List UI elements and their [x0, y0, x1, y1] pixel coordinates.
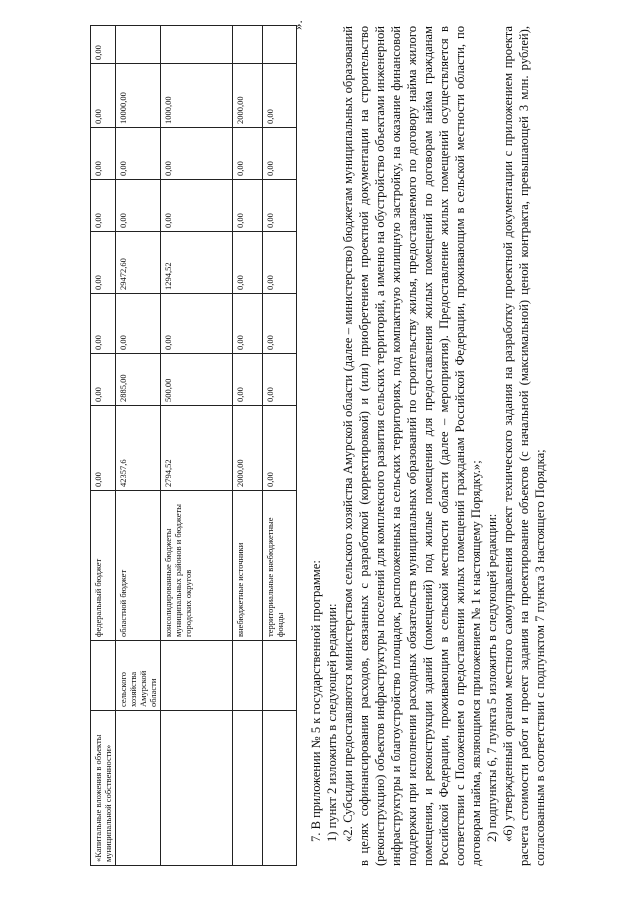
table-cell-value: 0,00	[116, 180, 161, 232]
table-cell-executor	[233, 641, 263, 711]
table-cell-value: 0,00	[91, 232, 116, 294]
table-cell-value	[161, 26, 233, 64]
table-cell-value: 0,00	[91, 406, 116, 491]
table-cell-value: 0,00	[91, 354, 116, 406]
table-cell-source: внебюджетные источники	[233, 491, 263, 641]
table-cell-program	[263, 711, 297, 866]
table-cell-executor	[161, 641, 233, 711]
table-cell-value: 0,00	[116, 294, 161, 354]
table-row	[116, 26, 161, 866]
closing-quote: ».	[290, 20, 305, 30]
table-cell-value	[233, 26, 263, 64]
table-cell-value: 1000,00	[161, 64, 233, 128]
table-cell-value: 2000,00	[233, 64, 263, 128]
table-cell-source: территориальные внебюджетные фонды	[263, 491, 297, 641]
table-cell-value	[263, 26, 297, 64]
table-cell-program	[233, 711, 263, 866]
table-cell-value: 0,00	[91, 128, 116, 180]
table-cell-value: 0,00	[91, 180, 116, 232]
paragraph-item: 2) подпункты 6, 7 пункта 5 изложить в следующей редакции:	[485, 513, 499, 842]
table-cell-value: 0,00	[233, 294, 263, 354]
table-cell-value: 0,00	[91, 294, 116, 354]
paragraph-subclause-6: «6) утвержденный органом местного самоуправления проект технического задания на разработку проектной документации с приложением проекта расчета стоимости работ и проект задания на проектирование объектов (с начальной (максимальной) ценой контракта, превышающей 3 млн. рублей), согласованным в соответствии с подпунктом 7 пункта 3 настоящего Порядка;	[501, 26, 547, 866]
table-cell-source: областной бюджет	[116, 491, 161, 641]
table-cell-value: 0,00	[263, 294, 297, 354]
table-cell-executor	[91, 641, 116, 711]
table-row	[91, 26, 116, 866]
table-cell-value: 0,00	[91, 26, 116, 64]
table-cell-value: 0,00	[161, 180, 233, 232]
table-cell-executor: сельского хозяйства Амурской области	[116, 641, 161, 711]
table-cell-value: 10000,00	[116, 64, 161, 128]
paragraph-clause-2: «2. Субсидии предоставляются министерством сельского хозяйства Амурской области (далее – министерство) бюджетам муниципальных образований в целях софинансирования расходов, связанных с разработкой (корректировкой) и (или) приобретением проектной документации на строительство (реконструкцию) объектов инфраструктуры поселений для комплексного развития сельских территорий, а именно на обустройство объектами инженерной инфраструктуры и благоустройство площадок, расположенных на сельских территориях, под компактную жилищную застройку, на оказание финансовой поддержки при исполнении расходных обязательств муниципальных образований по строительству жилья, предоставляемого по договору найма жилого помещения, и реконструкции зданий (помещений) под жилые помещения для предоставления жилых помещений по договорам найма гражданам Российской Федерации, проживающим в сельской местности области (далее – мероприятия). Предоставление жилых помещений осуществляется в соответствии с Положением о предоставлении жилых помещений гражданам Российской Федерации, проживающим в сельской местности области, по договорам найма, являющимся приложением № 1 к настоящему Порядку.»;	[341, 26, 483, 866]
table-row	[233, 26, 263, 866]
table-cell-value: 500,00	[161, 354, 233, 406]
table-cell-source: федеральный бюджет	[91, 491, 116, 641]
table-cell-value: 0,00	[161, 128, 233, 180]
table-cell-value: 1294,52	[161, 232, 233, 294]
table-cell-value: 2885,00	[116, 354, 161, 406]
table-row	[161, 26, 233, 866]
table-cell-value: 0,00	[233, 128, 263, 180]
table-cell-program	[161, 711, 233, 866]
paragraph-item: 1) пункт 2 изложить в следующей редакции:	[325, 603, 339, 842]
paragraph-heading: 7. В приложении № 5 к государственной программе:	[309, 560, 323, 842]
table-cell-value: 0,00	[263, 406, 297, 491]
table-cell-value: 42357,6	[116, 406, 161, 491]
table-cell-program: «Капитальные вложения в объекты муниципальной собственности»	[91, 711, 116, 866]
financing-table	[90, 25, 297, 866]
table-cell-value: 0,00	[233, 354, 263, 406]
table-cell-value: 0,00	[233, 232, 263, 294]
table-cell-source: консолидированные бюджеты муниципальных районов и бюджеты городских округов	[161, 491, 233, 641]
rotated-content	[90, 20, 620, 866]
table-cell-value: 0,00	[263, 180, 297, 232]
table-cell-value: 0,00	[263, 232, 297, 294]
table-cell-value: 29472,60	[116, 232, 161, 294]
table-cell-value: 0,00	[116, 128, 161, 180]
table-cell-executor	[263, 641, 297, 711]
table-cell-value: 2794,52	[161, 406, 233, 491]
body-text	[308, 26, 548, 866]
table-cell-value: 0,00	[233, 180, 263, 232]
table-cell-value: 0,00	[263, 64, 297, 128]
table-cell-value: 0,00	[91, 64, 116, 128]
table-cell-value: 0,00	[263, 128, 297, 180]
table-row	[263, 26, 297, 866]
table-cell-value: 0,00	[263, 354, 297, 406]
table-cell-value: 0,00	[161, 294, 233, 354]
table-cell-value	[116, 26, 161, 64]
table-cell-value: 2000,00	[233, 406, 263, 491]
table-cell-program	[116, 711, 161, 866]
